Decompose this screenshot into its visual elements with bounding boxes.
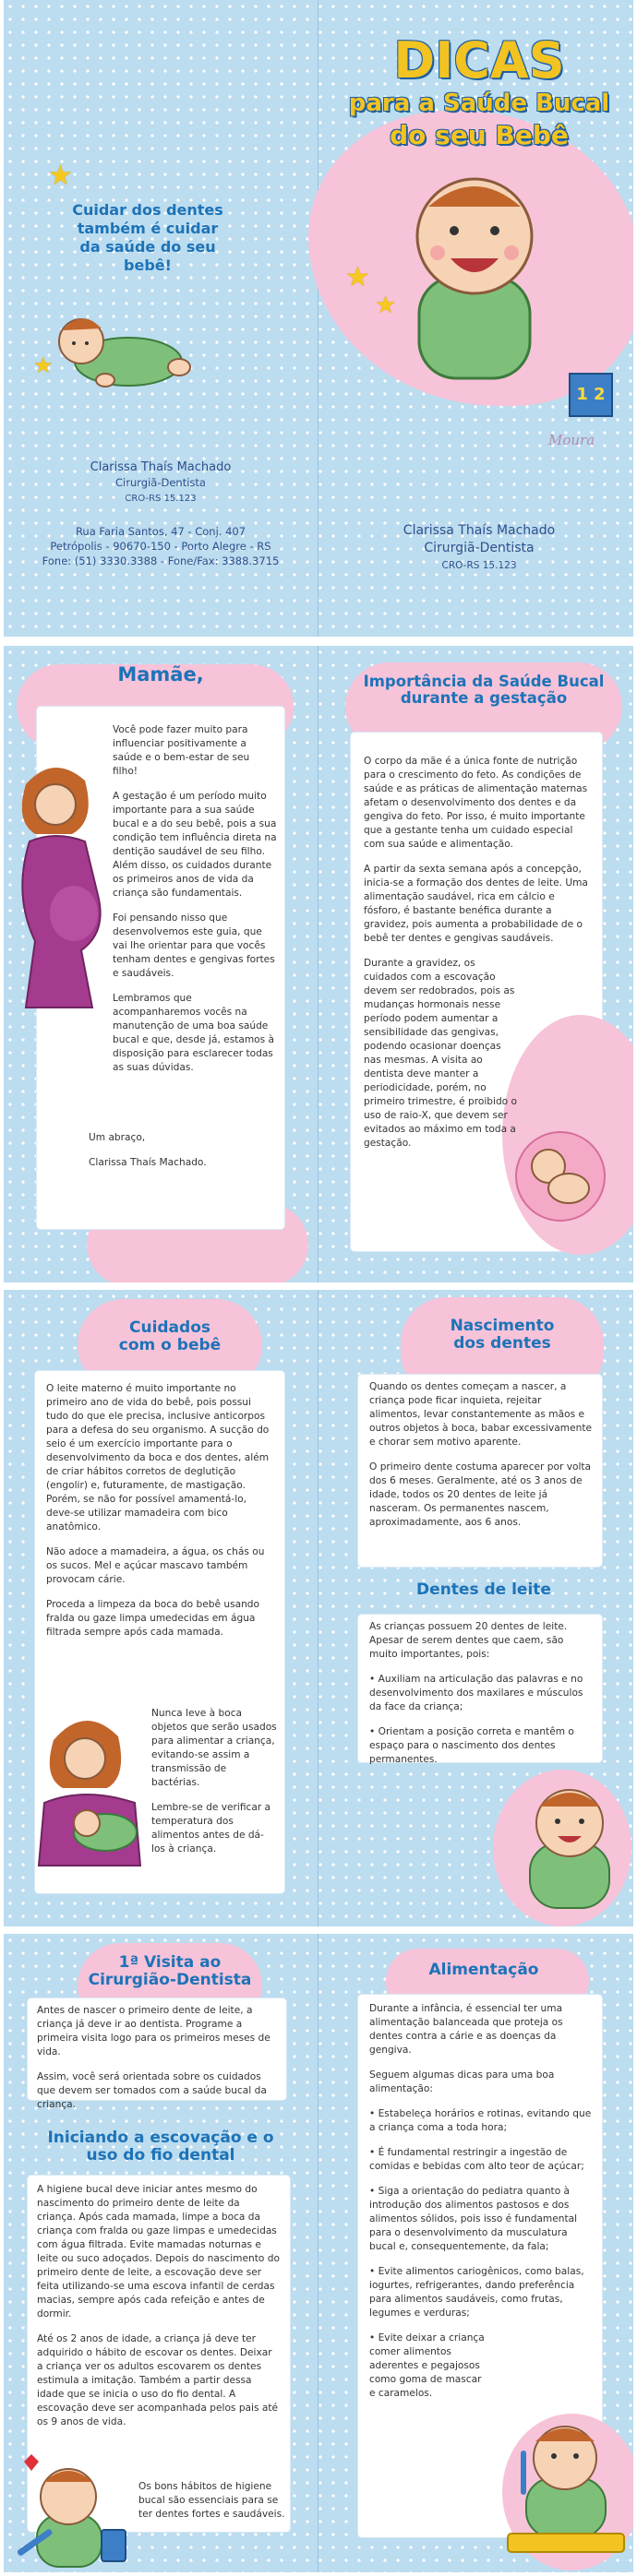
pregnant-mother-illustration <box>7 757 109 1015</box>
nascimento-title: Nascimento dos dentes <box>450 1317 555 1353</box>
alimentacao-title: Alimentação <box>428 1961 539 1979</box>
star-icon: ★ <box>33 352 54 378</box>
cover-title-dicas: DICAS <box>393 31 565 89</box>
baby-eating-illustration <box>499 2414 633 2561</box>
gestacao-title: Importância da Saúde Bucal durante a gestação <box>363 673 605 708</box>
alimentacao-body: Durante a infância, é essencial ter uma alimentação balanceada que proteja os dentes contra a cárie e as doenças da gengiva. Seguem algumas dicas para uma boa alimentação: • Estabeleça horários e rotinas, evitando que a criança coma a toda hora; • É fundamental restringir a ingestão de comidas e bebidas com alto teor de açúcar; • Siga a orientação do pediatra quanto à introdução dos alimentos pastosos e dos alimentos sólidos, pois isso é fundamental para o desenvolvimento da musculatura bucal e, consequentemente, da fala; • Evite alimentos cariogênicos, como balas, iogurtes, refrigerantes, dando preferência para alimentos saudáveis, como frutas, legumes e verduras; • Evite deixar a criança comer alimentos aderentes e pegajosos como goma de mascar e caramelos. <box>369 2003 592 2399</box>
sitting-baby-illustration <box>510 1779 630 1917</box>
toy-block-illustration: 1 2 <box>569 373 613 417</box>
star-icon: ★ <box>375 292 397 319</box>
crawling-baby-illustration <box>41 295 198 397</box>
inner-panel-3 <box>4 1934 633 2572</box>
cuidados-body: O leite materno é muito importante no primeiro ano de vida do bebê, pois possui tudo do que ele precisa, inclusive anticorpos para a defesa do seu organismo. A sucção do seio é um exercício importante para o desenvolvimento da boca e dos dentes, além de criar hábitos corretos de deglutição (engolir) e, futuramente, de mastigação. Porém, se não for possível amamentá-lo, deve-se utilizar mamadeira com bico anatômico. Não adoce a mamadeira, a água, os chás ou os sucos. Mel e açúcar mascavo também provocam cárie. Proceda a limpeza da boca do bebê usando fralda ou gaze limpa umedecidas em água filtrada sempre após cada mamada. <box>46 1383 270 1638</box>
cover-title-line3: do seu Bebê <box>390 120 569 150</box>
dentes-leite-body: As crianças possuem 20 dentes de leite. Apesar de serem dentes que caem, são muito importantes, pois: • Auxiliam na articulação das palavras e no desenvolvimento dos maxilares e músculos da face da criança; • Orientam a posição correta e mantêm o espaço para o nascimento dos dentes permanentes. <box>369 1621 583 1765</box>
escovacao-body: A higiene bucal deve iniciar antes mesmo do nascimento do primeiro dente de leite da criança. Após cada mamada, limpe a boca da criança com fralda ou gaze limpas e umedecidas com água filtrada. Evite mamadas noturnas e leite ou suco adoçados. Depois do nascimento do primeiro dente de leite, a escovação deve ser feita utilizando-se uma escova infantil de cerdas macias, sempre após cada refeição e antes de dormir. Até os 2 anos de idade, a criança já deve ter adquirido o hábito de escovar os dentes. Deixar a criança ver os adultos escovarem os dentes estimula a imitação. Também a partir dessa idade que se inicia o uso do fio dental. A escovação deve ser acompanhada pelos pais até os 9 anos de vida. <box>37 2184 280 2427</box>
mamae-body: Você pode fazer muito para influenciar positivamente a saúde e o bem-estar de seu filho! A gestação é um período muito importante para a sua saúde bucal e a do seu bebê, pois a sua condição tem influência direta na dentição saudável de seu filho. Além disso, os cuidados durante os primeiros anos de vida da criança são fundamentais. Foi pensando nisso que desenvolvemos este guia, que vai lhe orientar para que vocês tenham dentes e gengivas fortes e saudáveis. Lembramos que acompanharemos vocês na manutenção de uma boa saúde bucal e que, desde já, estamos à disposição para esclarecer todas as suas dúvidas. <box>113 724 277 1073</box>
cuidados-body-2: Nunca leve à boca objetos que serão usados para alimentar a criança, evitando-se assim a transmissão de bactérias. Lembre-se de verificar a temperatura dos alimentos antes de dá-los à criança. <box>151 1708 277 1854</box>
nascimento-body: Quando os dentes começam a nascer, a criança pode ficar inquieta, rejeitar alimentos, levar constantemente as mãos e outros objetos à boca, babar excessivamente e chorar sem motivo aparente. O primeiro dente costuma aparecer por volta dos 6 meses. Geralmente, até os 3 anos de idade, todos os 20 dentes de leite já nasceram. Os permanentes nascem, aproximadamente, aos 6 anos. <box>369 1381 593 1528</box>
address-block: Rua Faria Santos, 47 - Conj. 407 Petrópolis - 90670-150 - Porto Alegre - RS Fone: (51) 3330.3388 - Fone/Fax: 3388.3715 <box>42 525 280 567</box>
mamae-closing: Um abraço, Clarissa Thaís Machado. <box>89 1132 207 1168</box>
smiling-baby-illustration <box>373 164 576 395</box>
mamae-title: Mamãe, <box>117 663 204 686</box>
baby-brushing-teeth-illustration <box>9 2451 138 2570</box>
gestacao-body: O corpo da mãe é a única fonte de nutrição para o crescimento do feto. As condições de saúde e as práticas de alimentação maternas afetam o desenvolvimento dos dentes e da gengiva do feto. Por isso, é muito importante que a gestante tenha um cuidado especial com sua saúde e alimentação. A partir da sexta semana após a concepção, inicia-se a formação dos dentes de leite. Uma alimentação saudável, rica em cálcio e fósforo, é bastante benéfica durante a gravidez, pois aumenta a probabilidade de o bebê ter dentes e gengivas saudáveis. Durante a gravidez, os cuidados com a escovação devem ser redobrados, pois as mudanças hormonais nesse período podem aumentar a sensibilidade das gengivas, podendo ocasionar doenças nas mesmas. A visita ao dentista deve manter a periodicidade, porém, no primeiro trimestre, é proibido o uso de raio-X, que devem ser evitados ao máximo em toda a gestação. <box>364 756 588 1149</box>
front-cover-author: Clarissa Thaís Machado Cirurgiã-Dentista CRO-RS 15.123 <box>403 523 556 571</box>
visita-body: Antes de nascer o primeiro dente de leite, a criança já deve ir ao dentista. Programe a primeira visita logo para os primeiros meses de vida. Assim, você será orientada sobre os cuidados que devem ser tomados com a saúde bucal da criança. <box>37 2005 270 2110</box>
inner-panel-1 <box>4 646 633 1282</box>
back-cover-author: Clarissa Thaís Machado Cirurgiã-Dentista CRO-RS 15.123 <box>90 460 232 504</box>
logo-signature: Moura <box>548 432 595 448</box>
cover-title-line2: para a Saúde Bucal <box>348 89 610 117</box>
cover-panel <box>4 0 633 637</box>
cuidados-title: Cuidados com o bebê <box>118 1318 222 1354</box>
escovacao-title: Iniciando a escovação e o uso do fio dental <box>47 2129 274 2165</box>
inner-panel-2 <box>4 1290 633 1926</box>
dentes-leite-title: Dentes de leite <box>416 1580 551 1599</box>
star-icon: ★ <box>345 261 370 293</box>
breastfeeding-mother-illustration <box>26 1703 155 1869</box>
visita-title: 1ª Visita ao Cirurgião-Dentista <box>88 1953 252 1989</box>
star-icon: ★ <box>48 160 73 192</box>
cover-tagline: Cuidar dos dentes também é cuidar da saúde do seu bebê! <box>72 201 223 274</box>
escovacao-conclusion: Os bons hábitos de higiene bucal são essenciais para se ter dentes fortes e saudáveis. <box>138 2481 285 2520</box>
